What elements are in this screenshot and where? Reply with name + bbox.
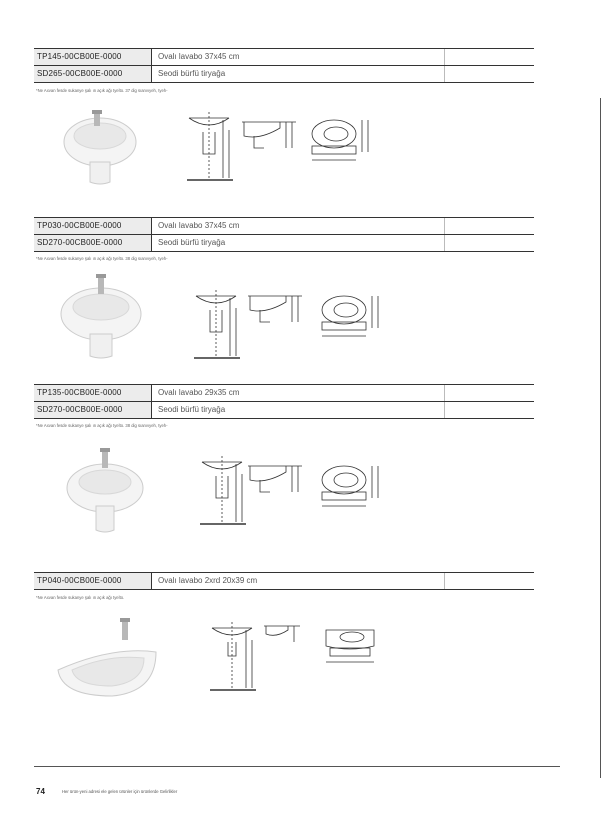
technical-drawing-top xyxy=(316,462,382,510)
page-number: 74 xyxy=(36,787,45,796)
technical-drawing-side xyxy=(246,292,304,334)
product-code: TP145-00CB00E-0000 xyxy=(34,49,152,65)
technical-drawing-side xyxy=(246,462,304,504)
footer-text: Her ürün-yeni adresi ele gelen ürünler için ürünlerde Gelirlikler xyxy=(62,789,178,794)
product-row xyxy=(34,48,534,65)
technical-drawing-front xyxy=(208,620,258,692)
pedestal-basin-image xyxy=(56,272,146,362)
column-divider xyxy=(444,573,445,589)
product-code: TP040-00CB00E-0000 xyxy=(34,573,152,589)
product-description: Ovalı lavabo 29x35 cm xyxy=(158,388,240,397)
product-code: SD265-00CB00E-0000 xyxy=(34,66,152,82)
column-divider xyxy=(444,218,445,234)
pedestal-basin-image xyxy=(60,108,140,188)
product-note: *Ne Axvan fesde sukanye şalı ın açık ağı tyelto. 37 dig sıanvıyeh, tyeh- xyxy=(36,88,168,93)
technical-drawing-top xyxy=(306,116,372,164)
product-row xyxy=(34,234,534,252)
column-divider xyxy=(444,385,445,401)
product-code: TP030-00CB00E-0000 xyxy=(34,218,152,234)
pedestal-basin-image xyxy=(60,446,150,536)
product-description: Seodi bürfü tiryağa xyxy=(158,405,226,414)
product-note: *Ne Axvan fesde sukanye şalı ın açık ağı tyelto. 38 dig sıanvıyeh, tyeh- xyxy=(36,423,168,428)
column-divider xyxy=(444,49,445,65)
technical-drawing-front xyxy=(185,110,235,182)
product-description: Seodi bürfü tiryağa xyxy=(158,69,226,78)
column-divider xyxy=(444,66,445,82)
product-note: *Ne Axvan fesde sukanye şalı ın açık ağı tyelto. xyxy=(36,595,125,600)
product-row xyxy=(34,401,534,419)
product-description: Ovalı lavabo 37x45 cm xyxy=(158,52,240,61)
product-row xyxy=(34,384,534,401)
product-note: *Ne Axvan fesde sukanye şalı ın açık ağı tyelto. 38 dig sıanvıyeh, tyeh- xyxy=(36,256,168,261)
product-code: SD270-00CB00E-0000 xyxy=(34,235,152,251)
column-divider xyxy=(444,235,445,251)
technical-drawing-top xyxy=(316,292,382,340)
footer-divider xyxy=(34,766,560,767)
side-rule xyxy=(600,98,601,778)
technical-drawing-side xyxy=(262,622,302,646)
technical-drawing-front xyxy=(198,454,248,526)
product-code: SD270-00CB00E-0000 xyxy=(34,402,152,418)
product-description: Ovalı lavabo 2xrd 20x39 cm xyxy=(158,576,258,585)
column-divider xyxy=(444,402,445,418)
product-description: Seodi bürfü tiryağa xyxy=(158,238,226,247)
product-row xyxy=(34,217,534,234)
product-code: TP135-00CB00E-0000 xyxy=(34,385,152,401)
corner-basin-image xyxy=(52,612,162,702)
technical-drawing-top xyxy=(320,622,380,666)
product-description: Ovalı lavabo 37x45 cm xyxy=(158,221,240,230)
technical-drawing-side xyxy=(240,118,298,160)
technical-drawing-front xyxy=(192,288,242,360)
product-row xyxy=(34,572,534,590)
product-row xyxy=(34,65,534,83)
